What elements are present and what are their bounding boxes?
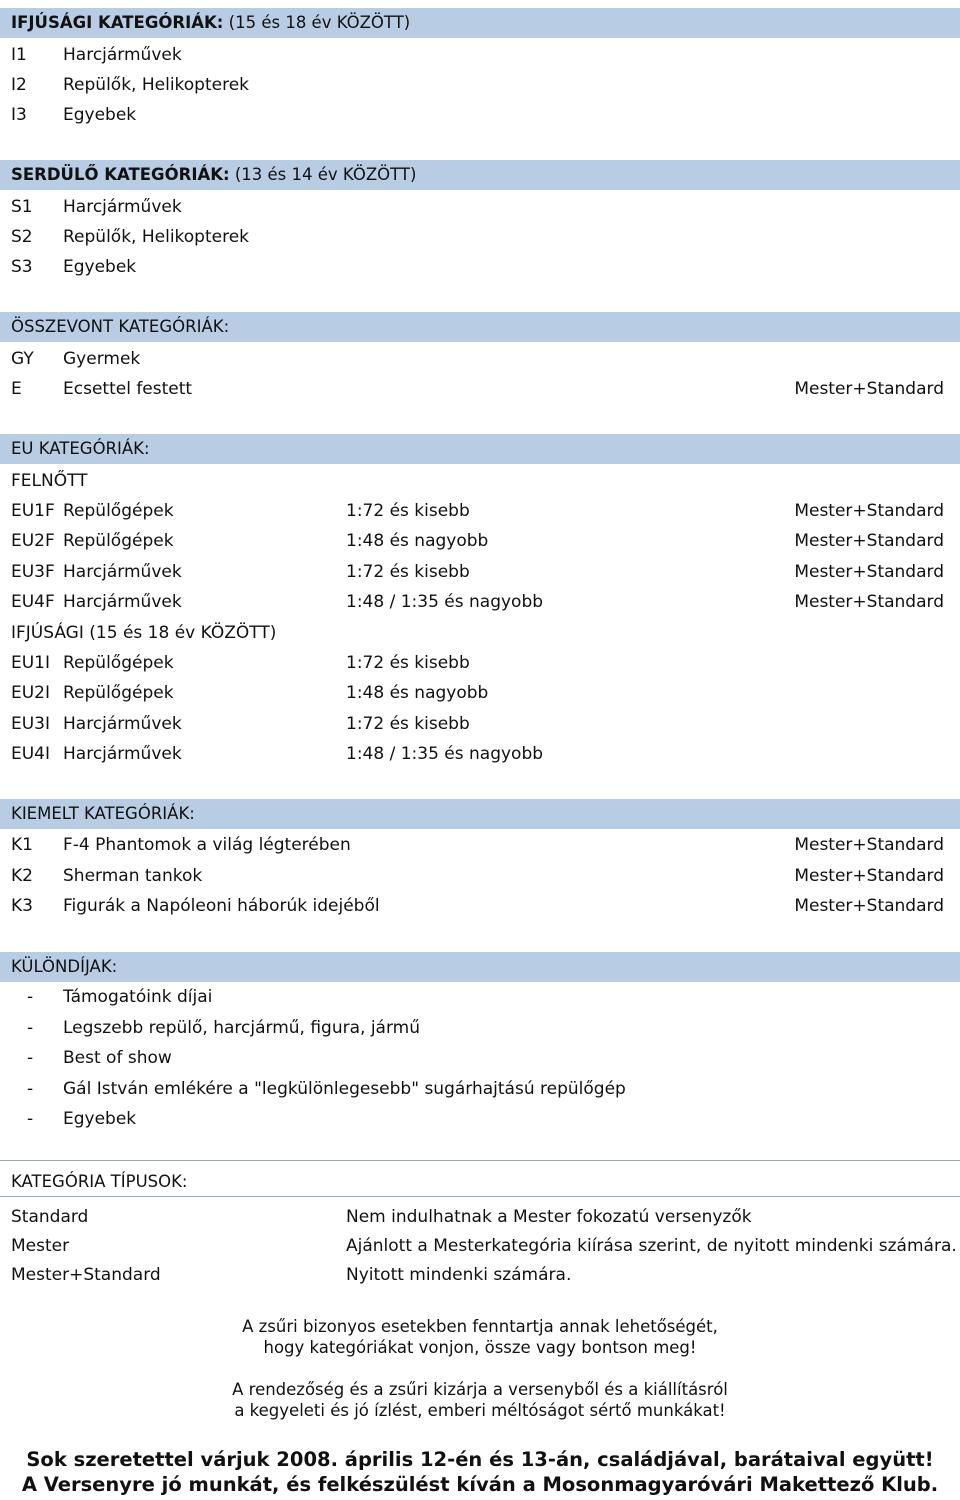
category-row xyxy=(0,557,960,587)
section-title: EU KATEGÓRIÁK: xyxy=(11,439,150,458)
category-type: Mester+Standard xyxy=(794,896,944,916)
prize-item xyxy=(0,1043,960,1073)
category-name: Repülők, Helikopterek xyxy=(63,227,250,247)
divider xyxy=(0,1160,960,1161)
category-row xyxy=(0,192,960,222)
category-code: EU4F xyxy=(11,592,55,612)
jury-note-line: A zsűri bizonyos esetekben fenntartja annak lehetőségét, xyxy=(242,1317,718,1336)
section-title: KÜLÖNDÍJAK: xyxy=(11,957,118,976)
section-header-ifjusagi xyxy=(0,8,960,38)
section-subtitle: (13 és 14 év KÖZÖTT) xyxy=(229,165,417,184)
type-description: Ajánlott a Mesterkategória kiírása szerint, de nyitott mindenki számára. xyxy=(346,1236,957,1256)
category-name: Harcjárművek xyxy=(63,45,182,65)
type-description: Nyitott mindenki számára. xyxy=(346,1265,572,1285)
category-row xyxy=(0,678,960,708)
category-code: EU4I xyxy=(11,744,51,764)
category-type: Mester+Standard xyxy=(794,501,944,521)
category-row xyxy=(0,374,960,404)
category-code: GY xyxy=(11,349,34,369)
category-scale: 1:72 és kisebb xyxy=(346,714,470,734)
category-code: E xyxy=(11,379,22,399)
category-name: Sherman tankok xyxy=(63,866,203,886)
category-row xyxy=(0,587,960,617)
type-row xyxy=(0,1203,960,1232)
subsection-label: IFJÚSÁGI (15 és 18 év KÖZÖTT) xyxy=(11,623,277,643)
category-row xyxy=(0,222,960,252)
subsection-label: FELNŐTT xyxy=(11,471,88,491)
category-code: I1 xyxy=(11,45,27,65)
category-type: Mester+Standard xyxy=(794,531,944,551)
category-type: Mester+Standard xyxy=(794,866,944,886)
category-code: K3 xyxy=(11,896,33,916)
category-scale: 1:72 és kisebb xyxy=(346,501,470,521)
category-type: Mester+Standard xyxy=(794,562,944,582)
category-row xyxy=(0,830,960,860)
category-name: F-4 Phantomok a világ légterében xyxy=(63,835,351,855)
organizer-note-line: a kegyeleti és jó ízlést, emberi méltóságot sértő munkákat! xyxy=(234,1401,726,1420)
prize-item xyxy=(0,1013,960,1043)
type-row xyxy=(0,1232,960,1261)
type-name: Mester+Standard xyxy=(11,1265,161,1285)
category-name: Harcjárművek xyxy=(63,714,182,734)
category-row xyxy=(0,344,960,374)
type-name: Mester xyxy=(11,1236,70,1256)
category-scale: 1:48 / 1:35 és nagyobb xyxy=(346,744,544,764)
subsection-label-row xyxy=(0,618,960,648)
category-scale: 1:48 és nagyobb xyxy=(346,531,489,551)
section-header-eu xyxy=(0,434,960,464)
subsection-label-row xyxy=(0,466,960,496)
category-name: Repülőgépek xyxy=(63,653,174,673)
category-name: Repülők, Helikopterek xyxy=(63,75,250,95)
category-name: Repülőgépek xyxy=(63,531,174,551)
category-name: Figurák a Napóleoni háborúk idejéből xyxy=(63,896,380,916)
prize-label: Gál István emlékére a "legkülönlegesebb" sugárhajtású repülőgép xyxy=(63,1079,626,1099)
category-row xyxy=(0,70,960,100)
category-type: Mester+Standard xyxy=(794,592,944,612)
section-header-serdulo xyxy=(0,160,960,190)
category-type: Mester+Standard xyxy=(794,379,944,399)
section-title: SERDÜLŐ KATEGÓRIÁK: xyxy=(11,165,230,184)
prize-label: Támogatóink díjai xyxy=(63,987,213,1007)
prize-label: Egyebek xyxy=(63,1109,137,1129)
category-name: Repülőgépek xyxy=(63,683,174,703)
category-type: Mester+Standard xyxy=(794,835,944,855)
closing-signature: A Versenyre jó munkát, és felkészülést kíván a Mosonmagyaróvári Makettező Klub. xyxy=(21,1473,939,1496)
prize-item xyxy=(0,1104,960,1134)
section-title: IFJÚSÁGI KATEGÓRIÁK: xyxy=(11,13,224,32)
category-scale: 1:48 és nagyobb xyxy=(346,683,489,703)
category-code: K1 xyxy=(11,835,33,855)
prize-item xyxy=(0,1074,960,1104)
category-code: EU3I xyxy=(11,714,51,734)
category-code: S1 xyxy=(11,197,33,217)
category-row xyxy=(0,739,960,769)
list-dash: - xyxy=(27,987,34,1007)
category-code: EU2F xyxy=(11,531,55,551)
category-row xyxy=(0,861,960,891)
category-row xyxy=(0,40,960,70)
section-title: ÖSSZEVONT KATEGÓRIÁK: xyxy=(11,317,230,336)
prize-label: Best of show xyxy=(63,1048,172,1068)
list-dash: - xyxy=(27,1018,34,1038)
type-name: Standard xyxy=(11,1207,89,1227)
category-row xyxy=(0,891,960,921)
closing-invitation: Sok szeretettel várjuk 2008. április 12-én és 13-án, családjával, barátaival együtt! xyxy=(26,1448,934,1471)
section-title: KIEMELT KATEGÓRIÁK: xyxy=(11,804,195,823)
category-name: Harcjárművek xyxy=(63,592,182,612)
type-description: Nem indulhatnak a Mester fokozatú versenyzők xyxy=(346,1207,752,1227)
category-row xyxy=(0,496,960,526)
category-name: Repülőgépek xyxy=(63,501,174,521)
section-header-tipusok xyxy=(0,1167,960,1197)
category-row xyxy=(0,252,960,282)
category-row xyxy=(0,709,960,739)
category-name: Harcjárművek xyxy=(63,562,182,582)
category-name: Gyermek xyxy=(63,349,141,369)
category-row xyxy=(0,526,960,556)
section-title: KATEGÓRIA TÍPUSOK: xyxy=(11,1172,188,1191)
list-dash: - xyxy=(27,1079,34,1099)
category-code: I3 xyxy=(11,105,27,125)
category-name: Harcjárművek xyxy=(63,744,182,764)
prize-label: Legszebb repülő, harcjármű, figura, jármű xyxy=(63,1018,420,1038)
category-name: Egyebek xyxy=(63,105,137,125)
category-code: EU3F xyxy=(11,562,55,582)
category-code: EU1F xyxy=(11,501,55,521)
divider xyxy=(0,1196,960,1197)
section-header-kiemelt xyxy=(0,799,960,829)
organizer-note-line: A rendezőség és a zsűri kizárja a versenyből és a kiállításról xyxy=(232,1380,728,1399)
category-name: Harcjárművek xyxy=(63,197,182,217)
category-row xyxy=(0,100,960,130)
list-dash: - xyxy=(27,1109,34,1129)
category-code: EU1I xyxy=(11,653,51,673)
category-code: S2 xyxy=(11,227,33,247)
section-header-osszevont xyxy=(0,312,960,342)
section-subtitle: (15 és 18 év KÖZÖTT) xyxy=(223,13,411,32)
category-scale: 1:48 / 1:35 és nagyobb xyxy=(346,592,544,612)
type-row xyxy=(0,1261,960,1290)
category-name: Egyebek xyxy=(63,257,137,277)
section-header-kulondijak xyxy=(0,952,960,982)
category-name: Ecsettel festett xyxy=(63,379,193,399)
list-dash: - xyxy=(27,1048,34,1068)
category-scale: 1:72 és kisebb xyxy=(346,653,470,673)
category-row xyxy=(0,648,960,678)
category-code: I2 xyxy=(11,75,27,95)
category-code: K2 xyxy=(11,866,33,886)
jury-note-line: hogy kategóriákat vonjon, össze vagy bontson meg! xyxy=(263,1338,697,1357)
prize-item xyxy=(0,982,960,1012)
category-scale: 1:72 és kisebb xyxy=(346,562,470,582)
category-code: S3 xyxy=(11,257,33,277)
category-code: EU2I xyxy=(11,683,51,703)
